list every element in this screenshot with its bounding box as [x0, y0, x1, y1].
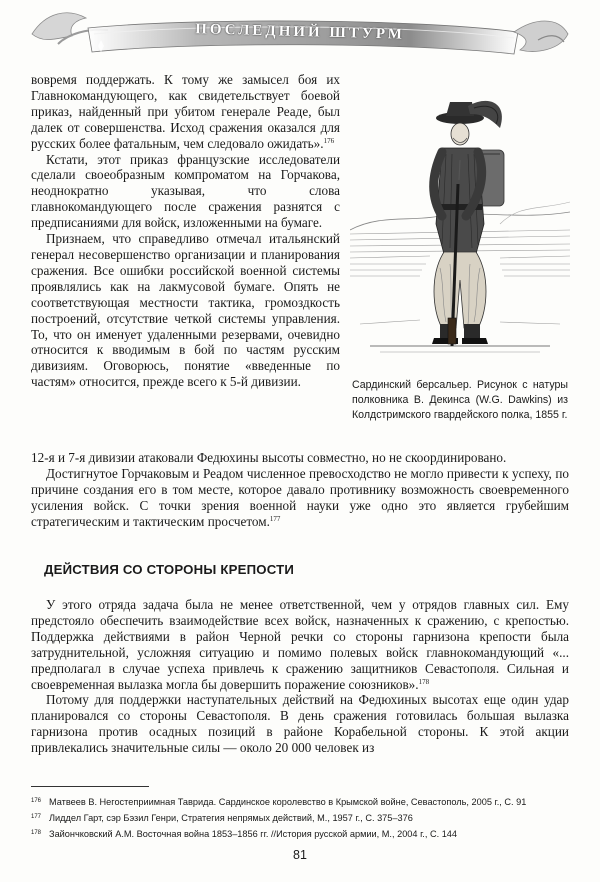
running-header-title: ПОСЛЕДНИЙ ШТУРМ	[195, 21, 406, 43]
page-number: 81	[293, 848, 307, 862]
wide-text-block	[31, 450, 569, 530]
paragraph: Кстати, этот приказ французские исследователи сделали своеобразным компроматом на Горчакова, неоднократно указывая, что слова главнокомандующего после сражения разнятся с предписаниями для войск, изложенными на бумаге.	[31, 151, 340, 231]
paragraph: Признаем, что справедливо отмечал итальянский генерал несовершенство организации и планирования сражения. Все ошибки российской военной системы проявлялись как на лакмусовой бумаге. Опять не соответствующая местности тактика, громоздкость построений, отсутствие четкой системы управления. То, что он именует удаленными резервами, очевидно относится к вводимым в бой по частям русским дивизиям. Оговорюсь, понятие «введенные по частям» относится, прежде всего к 5-й дивизии.	[31, 231, 340, 390]
engraving-soldier-icon	[350, 84, 570, 370]
footnote: $^{176}$ Матвеев В. Негостеприимная Таврида. Сардинское королевство в Крымской войне, Севастополь, 2005 г., С. 91	[31, 797, 527, 807]
footnotes	[31, 794, 571, 842]
footnote-divider	[31, 786, 149, 787]
section-heading: ДЕЙСТВИЯ СО СТОРОНЫ КРЕПОСТИ	[44, 562, 295, 577]
footnote-ref: 178	[418, 677, 430, 686]
footnote: $^{177}$ Лиддел Гарт, сэр Бэзил Генри, Стратегия непрямых действий, М., 1957 г., С. 375–376	[31, 813, 413, 823]
section-text-block	[31, 597, 569, 756]
paragraph: вовремя поддержать. К тому же замысел боя их Главнокомандующего, как свидетельствует боевой приказ, найденный при убитом генерале Реаде, был далек от совершенства. Исход сражения оказался для русских более фатальным, чем следовало ожидать».$^{176}$	[31, 72, 340, 151]
paragraph: У этого отряда задача была не менее ответственной, чем у отрядов главных сил. Ему предстояло обеспечить взаимодействие всех войск, назначенных к сражению, с крепостью. Поддержка действиями в район Черной речки со стороны гарнизона крепости была затруднительной, усложняя ситуацию и помимо полевых войск главнокомандующий «... предполагал в случае успеха привлечь к сражению защитников Севастополя. Сильная и своевременная вылазка могла бы довершить поражение союзников».$^{178}$	[31, 597, 569, 692]
paragraph: Достигнутое Горчаковым и Реадом численное превосходство не могло привести к успеху, по причине создания его в том месте, которое давало противнику возможность своевременного усиления войск. С точки зрения военной науки уже одно это является грубейшим стратегическим и тактическим просчетом.$^{177}$	[31, 465, 569, 529]
footnote-ref: 177	[269, 514, 281, 523]
figure-caption: Сардинский берсальер. Рисунок с натуры полковника В. Декинса (W.G. Dawkins) из Колдстримского гвардейского полка, 1855 г.	[352, 379, 568, 421]
paragraph: Потому для поддержки наступательных действий на Федюхиных высотах еще один удар планировался со стороны Севастополя. В день сражения готовилась большая вылазка гарнизона против осадных позиций в районе Корабельной стороны. К этой акции привлекались значительные силы — около 20 000 человек из	[31, 692, 569, 756]
footnote-ref: 176	[323, 136, 335, 145]
left-column	[31, 72, 340, 390]
footnote: $^{178}$ Зайончковский А.М. Восточная война 1853–1856 гг. //История русской армии, М., 2004 г., С. 144	[31, 829, 458, 839]
paragraph: 12-я и 7-я дивизии атаковали Федюхины высоты совместно, но не скоординировано.	[31, 450, 507, 465]
